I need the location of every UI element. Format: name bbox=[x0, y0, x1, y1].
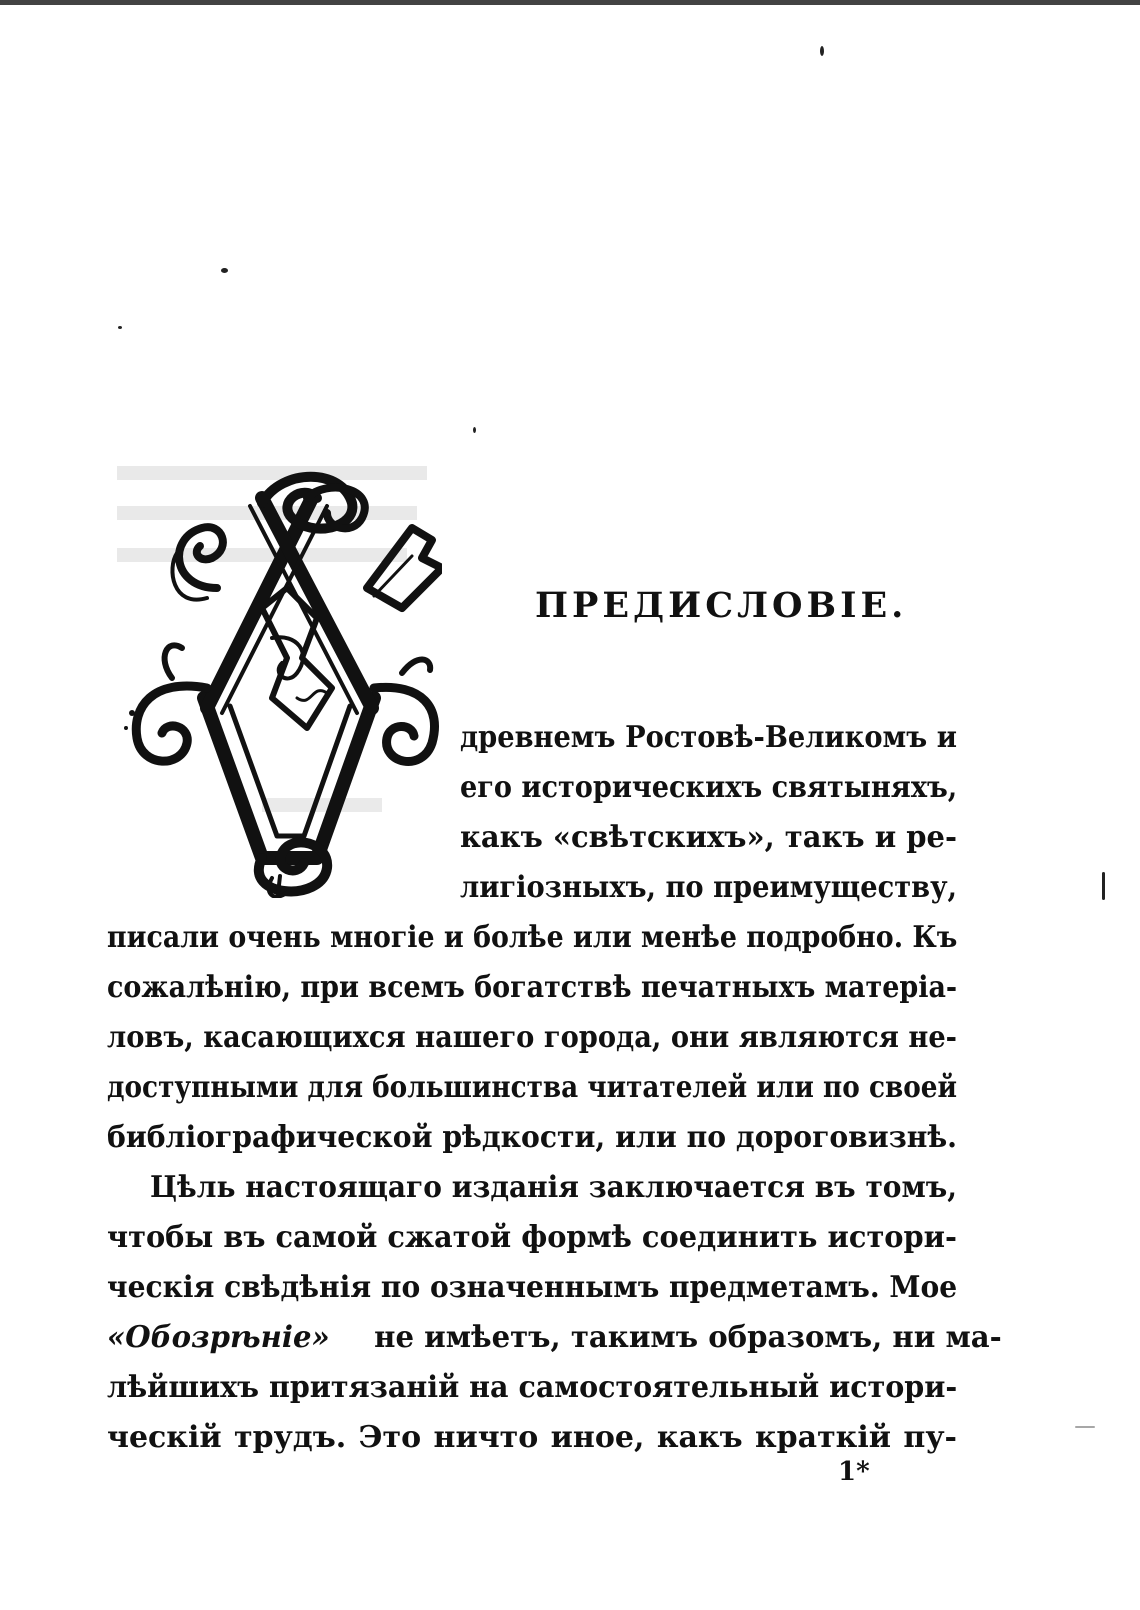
text-line: ческій трудъ. Это ничто иное, какъ краткій пу- bbox=[107, 1420, 957, 1455]
text-line: ловъ, касающихся нашего города, они являются не- bbox=[107, 1020, 957, 1055]
text-line: писали очень многіе и болѣе или менѣе подробно. Къ bbox=[107, 920, 958, 955]
italic-title: «Обозрѣніе» bbox=[107, 1320, 330, 1355]
scan-speck bbox=[820, 46, 824, 56]
text-line: лигіозныхъ, по преимуществу, bbox=[460, 870, 958, 905]
text-line bbox=[107, 1320, 1002, 1355]
page-number: 1* bbox=[838, 1457, 870, 1487]
text-line: библіографической рѣдкости, или по дороговизнѣ. bbox=[107, 1120, 957, 1155]
scan-speck bbox=[1102, 872, 1105, 900]
text-line: сожалѣнію, при всемъ богатствѣ печатныхъ матеріа- bbox=[107, 970, 958, 1005]
text-line: его историческихъ святыняхъ, bbox=[460, 770, 958, 805]
section-heading: ПРЕДИСЛОВІЕ. bbox=[535, 585, 908, 626]
scan-top-edge bbox=[0, 0, 1140, 5]
text-line: древнемъ Ростовѣ-Великомъ и bbox=[460, 720, 957, 755]
scan-speck bbox=[473, 427, 476, 433]
text-line: Цѣль настоящаго изданія заключается въ томъ, bbox=[150, 1170, 957, 1205]
scan-speck bbox=[221, 268, 228, 273]
text-fragment: не имѣетъ, такимъ образомъ, ни ма- bbox=[374, 1320, 1002, 1355]
text-line: какъ «свѣтскихъ», такъ и ре- bbox=[460, 820, 957, 855]
scan-speck bbox=[1075, 1426, 1095, 1428]
scan-speck bbox=[118, 326, 122, 329]
ornamental-initial-letter bbox=[112, 458, 442, 898]
text-line: ческія свѣдѣнія по означеннымъ предметамъ. Мое bbox=[107, 1270, 958, 1305]
text-line: чтобы въ самой сжатой формѣ соединить истори- bbox=[107, 1220, 957, 1255]
text-line: лѣйшихъ притязаній на самостоятельный истори- bbox=[107, 1370, 958, 1405]
text-line: доступными для большинства читателей или по своей bbox=[107, 1070, 957, 1105]
